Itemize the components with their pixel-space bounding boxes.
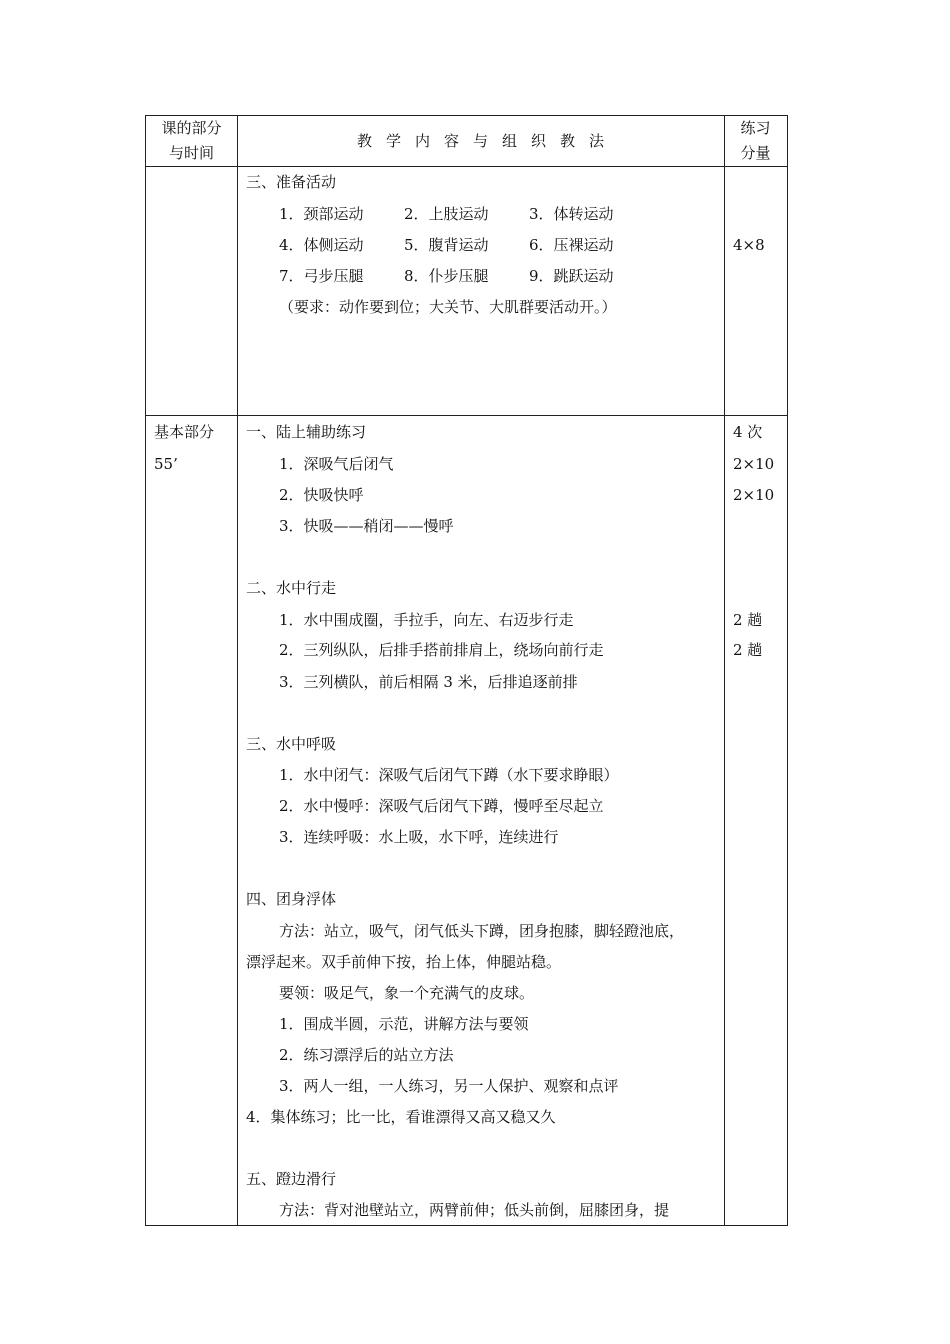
section4-method: 方法：站立，吸气，闭气低头下蹲，团身抱膝，脚轻蹬池底，	[279, 922, 685, 940]
section5-heading: 五、蹬边滑行	[246, 1170, 337, 1188]
header-part-line1: 课的部分	[161, 119, 222, 137]
basic-part-time: 55’	[154, 455, 178, 473]
section4-item: 1．围成半圆，示范，讲解方法与要领	[279, 1015, 529, 1033]
header-divider	[146, 166, 787, 167]
section1-amount: 4 次	[733, 423, 763, 441]
header-amount	[724, 116, 787, 166]
warmup-item: 6．压裸运动	[529, 236, 614, 254]
lesson-plan-table	[145, 115, 788, 1226]
section1-amount: 2×10	[733, 486, 775, 504]
section4-key: 要领：吸足气，象一个充满气的皮球。	[279, 984, 535, 1002]
section4-method-cont: 漂浮起来。双手前伸下按，抬上体，伸腿站稳。	[246, 953, 562, 971]
section2-item: 2．三列纵队，后排手搭前排肩上，绕场向前行走	[279, 641, 604, 659]
section2-heading: 二、水中行走	[246, 579, 337, 597]
column-divider-2	[724, 116, 725, 1225]
section4-heading: 四、团身浮体	[246, 890, 337, 908]
section3-item: 3．连续呼吸：水上吸，水下呼，连续进行	[279, 828, 559, 846]
section1-heading: 一、陆上辅助练习	[246, 423, 367, 441]
section4-item: 3．两人一组，一人练习，另一人保护、观察和点评	[279, 1077, 619, 1095]
warmup-item: 8．仆步压腿	[404, 267, 489, 285]
warmup-item: 3．体转运动	[529, 205, 614, 223]
section4-item: 2．练习漂浮后的站立方法	[279, 1046, 454, 1064]
section1-amount: 2×10	[733, 455, 775, 473]
section1-item: 2．快吸快呼	[279, 486, 364, 504]
warmup-amount: 4×8	[733, 236, 765, 254]
basic-part-label: 基本部分	[154, 423, 215, 441]
section2-amount: 2 趟	[733, 611, 763, 629]
warmup-item: 1．颈部运动	[279, 205, 364, 223]
row-divider	[146, 415, 787, 416]
header-content	[237, 116, 724, 166]
warmup-item: 2．上肢运动	[404, 205, 489, 223]
header-amount-line1: 练习	[740, 119, 771, 137]
section2-item: 3．三列横队，前后相隔 3 米，后排追逐前排	[279, 673, 578, 691]
column-divider-1	[237, 116, 238, 1225]
header-content-label: 教学内容与组织教法	[356, 131, 618, 150]
section2-item: 1．水中围成圈，手拉手，向左、右迈步行走	[279, 611, 574, 629]
section3-item: 1．水中闭气：深吸气后闭气下蹲（水下要求睁眼）	[279, 766, 619, 784]
section2-amount: 2 趟	[733, 641, 763, 659]
warmup-item: 5．腹背运动	[404, 236, 489, 254]
header-amount-line2: 分量	[740, 144, 771, 162]
warmup-item: 9．跳跃运动	[529, 267, 614, 285]
warmup-item: 7．弓步压腿	[279, 267, 364, 285]
section1-item: 3．快吸——稍闭——慢呼	[279, 517, 454, 535]
header-part-time	[146, 116, 237, 166]
warmup-heading: 三、准备活动	[246, 173, 337, 191]
warmup-item: 4．体侧运动	[279, 236, 364, 254]
section4-item: 4．集体练习；比一比，看谁漂得又高又稳又久	[246, 1108, 556, 1126]
section5-method: 方法：背对池壁站立，两臂前伸；低头前倒，屈膝团身，提	[279, 1201, 670, 1219]
section3-item: 2．水中慢呼：深吸气后闭气下蹲，慢呼至尽起立	[279, 797, 604, 815]
header-part-line2: 与时间	[168, 144, 214, 162]
section1-item: 1．深吸气后闭气	[279, 455, 394, 473]
warmup-note: （要求：动作要到位；大关节、大肌群要活动开。）	[279, 298, 617, 316]
section3-heading: 三、水中呼吸	[246, 735, 337, 753]
